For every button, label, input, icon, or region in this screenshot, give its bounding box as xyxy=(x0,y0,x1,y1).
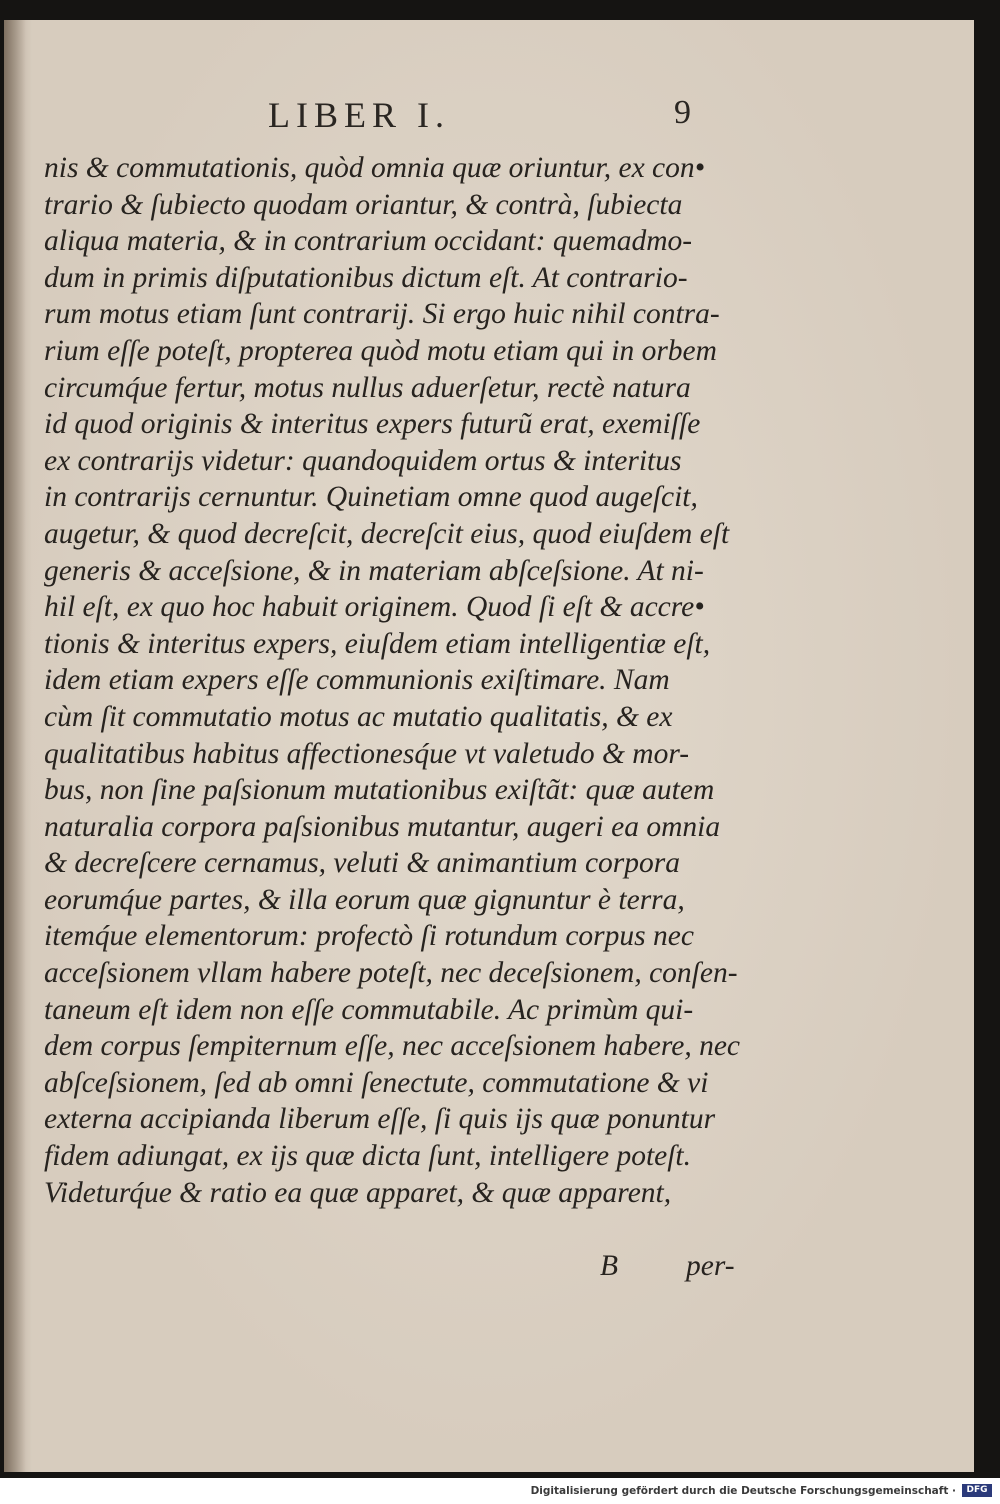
text-line: hil eſt, ex quo hoc habuit originem. Quod ſi eſt & accre• xyxy=(44,591,705,624)
text-line: rium eſſe poteſt, propterea quòd motu etiam qui in orbem xyxy=(44,334,717,367)
text-line: qualitatibus habitus affectionesq́ue vt valetudo & mor- xyxy=(44,737,690,770)
text-line: acceſsionem vllam habere poteſt, nec deceſsionem, conſen- xyxy=(44,957,738,990)
text-line: itemq́ue elementorum: profectò ſi rotundum corpus nec xyxy=(44,920,694,953)
text-line: bus, non ſine paſsionum mutationibus exiſtãt: quæ autem xyxy=(44,774,715,807)
text-line: cùm ſit commutatio motus ac mutatio qualitatis, & ex xyxy=(44,700,673,733)
text-line: aliqua materia, & in contrarium occidant: quemadmo- xyxy=(44,225,693,258)
text-line: dum in primis diſputationibus dictum eſt. At contrario- xyxy=(44,261,688,294)
text-line: externa accipianda liberum eſſe, ſi quis ijs quæ ponuntur xyxy=(44,1103,716,1136)
text-line: in contrarijs cernuntur. Quinetiam omne quod augeſcit, xyxy=(44,481,698,514)
gutter-shadow xyxy=(4,20,26,1472)
text-line: abſceſsionem, ſed ab omni ſenectute, commutatione & vi xyxy=(44,1066,709,1099)
book-page xyxy=(4,20,974,1472)
text-line: rum motus etiam ſunt contrarij. Si ergo huic nihil contra- xyxy=(44,298,720,331)
text-line: idem etiam expers eſſe communionis exiſtimare. Nam xyxy=(44,664,670,697)
page-number: 9 xyxy=(674,94,691,131)
digitization-credit: Digitalisierung gefördert durch die Deutsche Forschungsgemeinschaft · xyxy=(530,1485,956,1497)
text-line: ex contrarijs videtur: quandoquidem ortus & interitus xyxy=(44,444,682,477)
catchword: per- xyxy=(686,1250,735,1282)
text-line: naturalia corpora paſsionibus mutantur, augeri ea omnia xyxy=(44,810,721,843)
text-line: id quod originis & interitus expers futurũ erat, exemiſſe xyxy=(44,408,701,441)
dfg-logo: DFG xyxy=(962,1484,992,1497)
text-line: eorumq́ue partes, & illa eorum quæ gignuntur è terra, xyxy=(44,883,685,916)
text-line: taneum eſt idem non eſſe commutabile. Ac primùm qui- xyxy=(44,993,694,1026)
text-line: nis & commutationis, quòd omnia quæ oriuntur, ex con• xyxy=(44,152,705,184)
footer-bar xyxy=(0,1478,1000,1504)
text-line: circumq́ue fertur, motus nullus aduerſetur, rectè natura xyxy=(44,371,691,404)
signature-line xyxy=(44,1250,744,1290)
text-line: Videturq́ue & ratio ea quæ apparet, & quæ apparent, xyxy=(44,1176,672,1209)
text-line: & decreſcere cernamus, veluti & animantium corpora xyxy=(44,847,681,880)
text-block xyxy=(44,150,744,1211)
text-line: fidem adiungat, ex ijs quæ dicta ſunt, intelligere poteſt. xyxy=(44,1140,691,1173)
text-line: augetur, & quod decreſcit, decreſcit eius, quod eiuſdem eſt xyxy=(44,517,730,550)
text-line: tionis & interitus expers, eiuſdem etiam intelligentiæ eſt, xyxy=(44,627,711,660)
text-line: dem corpus ſempiternum eſſe, nec acceſsionem habere, nec xyxy=(44,1030,741,1063)
text-line: generis & acceſsione, & in materiam abſceſsione. At ni- xyxy=(44,554,704,587)
running-head: LIBER I. xyxy=(268,95,450,135)
text-line: trario & ſubiecto quodam oriantur, & contrà, ſubiecta xyxy=(44,188,683,221)
signature-mark: B xyxy=(600,1250,619,1282)
